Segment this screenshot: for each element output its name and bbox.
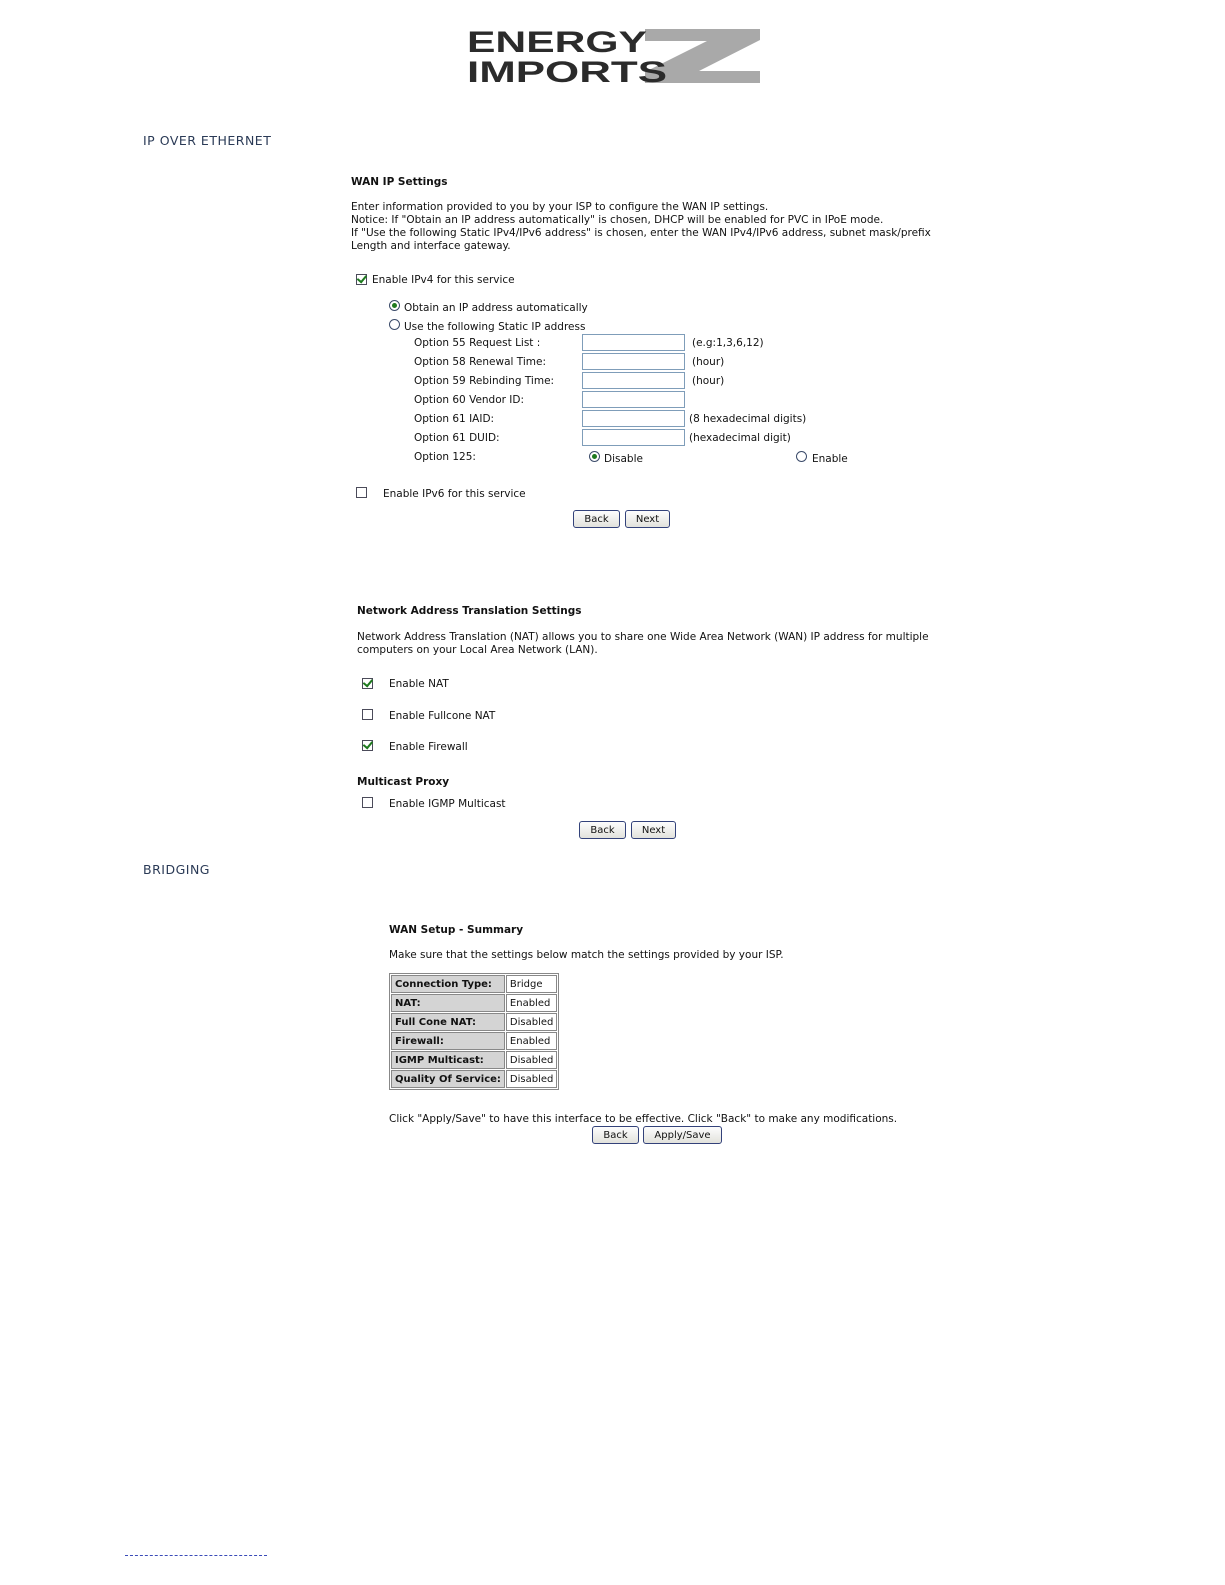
wan-ip-settings-description bbox=[351, 201, 931, 253]
nat-desc-line: computers on your Local Area Network (LAN). bbox=[357, 644, 598, 656]
use-static-ip-label: Use the following Static IP address bbox=[404, 321, 586, 333]
option-125-enable-radio[interactable] bbox=[796, 451, 807, 462]
option-58-label: Option 58 Renewal Time: bbox=[414, 356, 546, 368]
option-59-input[interactable] bbox=[582, 372, 685, 389]
enable-ipv4-label: Enable IPv4 for this service bbox=[372, 274, 515, 286]
wan-summary-footer: Click "Apply/Save" to have this interface to be effective. Click "Back" to make any modifications. bbox=[389, 1113, 898, 1125]
option-125-disable-radio[interactable] bbox=[589, 451, 600, 462]
enable-igmp-multicast-checkbox[interactable] bbox=[362, 797, 373, 808]
option-55-label: Option 55 Request List : bbox=[414, 337, 541, 349]
wan-desc-line: Notice: If "Obtain an IP address automatically" is chosen, DHCP will be enabled for PVC in IPoE mode. bbox=[351, 214, 884, 226]
enable-ipv6-checkbox[interactable] bbox=[356, 487, 367, 498]
option-59-label: Option 59 Rebinding Time: bbox=[414, 375, 555, 387]
summary-key: Quality Of Service: bbox=[391, 1070, 505, 1088]
nat-desc-line: Network Address Translation (NAT) allows you to share one Wide Area Network (WAN) IP address for multiple bbox=[357, 631, 929, 643]
wan-summary-title: WAN Setup - Summary bbox=[389, 924, 524, 936]
option-61-duid-label: Option 61 DUID: bbox=[414, 432, 500, 444]
option-61-duid-hint: (hexadecimal digit) bbox=[689, 432, 791, 444]
option-61-iaid-hint: (8 hexadecimal digits) bbox=[689, 413, 807, 425]
wan-back-button[interactable]: Back bbox=[573, 510, 620, 528]
table-row bbox=[391, 1013, 557, 1031]
summary-value: Disabled bbox=[506, 1051, 557, 1069]
summary-value: Enabled bbox=[506, 994, 557, 1012]
summary-back-button[interactable]: Back bbox=[592, 1126, 639, 1144]
table-row bbox=[391, 1070, 557, 1088]
obtain-ip-auto-radio[interactable] bbox=[389, 300, 400, 311]
summary-key: Firewall: bbox=[391, 1032, 505, 1050]
option-125-label: Option 125: bbox=[414, 451, 476, 463]
option-58-hint: (hour) bbox=[692, 356, 725, 368]
nat-back-button[interactable]: Back bbox=[579, 821, 626, 839]
bridging-heading: BRIDGING bbox=[143, 862, 210, 877]
summary-key: IGMP Multicast: bbox=[391, 1051, 505, 1069]
logo-bottom-word: IMPORTS bbox=[467, 56, 667, 85]
wan-desc-line: If "Use the following Static IPv4/IPv6 address" is chosen, enter the WAN IPv4/IPv6 address, subnet mask/prefix bbox=[351, 227, 931, 239]
table-row bbox=[391, 1032, 557, 1050]
option-60-input[interactable] bbox=[582, 391, 685, 408]
multicast-proxy-title: Multicast Proxy bbox=[357, 776, 450, 788]
option-55-hint: (e.g:1,3,6,12) bbox=[692, 337, 764, 349]
option-59-hint: (hour) bbox=[692, 375, 725, 387]
enable-ipv6-label: Enable IPv6 for this service bbox=[383, 488, 526, 500]
nat-settings-description bbox=[357, 631, 929, 657]
logo-top-word: ENERGY bbox=[467, 27, 647, 59]
option-61-iaid-label: Option 61 IAID: bbox=[414, 413, 495, 425]
enable-ipv4-checkbox[interactable] bbox=[356, 274, 367, 285]
enable-fullcone-nat-label: Enable Fullcone NAT bbox=[389, 710, 496, 722]
wan-next-button[interactable]: Next bbox=[625, 510, 670, 528]
summary-value: Enabled bbox=[506, 1032, 557, 1050]
enable-nat-checkbox[interactable] bbox=[362, 678, 373, 689]
option-125-enable-label: Enable bbox=[812, 453, 848, 465]
nat-next-button[interactable]: Next bbox=[631, 821, 676, 839]
table-row bbox=[391, 1051, 557, 1069]
nat-settings-title: Network Address Translation Settings bbox=[357, 605, 582, 617]
wan-summary-description: Make sure that the settings below match the settings provided by your ISP. bbox=[389, 949, 784, 961]
page-bottom-divider bbox=[125, 1555, 267, 1556]
option-61-iaid-input[interactable] bbox=[582, 410, 685, 427]
enable-firewall-label: Enable Firewall bbox=[389, 741, 468, 753]
summary-value: Disabled bbox=[506, 1070, 557, 1088]
summary-key: Full Cone NAT: bbox=[391, 1013, 505, 1031]
wan-summary-table bbox=[389, 973, 559, 1090]
table-row bbox=[391, 994, 557, 1012]
summary-key: NAT: bbox=[391, 994, 505, 1012]
enable-fullcone-nat-checkbox[interactable] bbox=[362, 709, 373, 720]
apply-save-button[interactable]: Apply/Save bbox=[643, 1126, 722, 1144]
enable-firewall-checkbox[interactable] bbox=[362, 740, 373, 751]
option-55-input[interactable] bbox=[582, 334, 685, 351]
option-58-input[interactable] bbox=[582, 353, 685, 370]
wan-desc-line: Enter information provided to you by your ISP to configure the WAN IP settings. bbox=[351, 201, 769, 213]
option-60-label: Option 60 Vendor ID: bbox=[414, 394, 525, 406]
wan-ip-settings-title: WAN IP Settings bbox=[351, 176, 448, 188]
table-row bbox=[391, 975, 557, 993]
option-125-disable-label: Disable bbox=[604, 453, 643, 465]
use-static-ip-radio[interactable] bbox=[389, 319, 400, 330]
wan-desc-line: Length and interface gateway. bbox=[351, 240, 511, 252]
ip-over-ethernet-heading: IP OVER ETHERNET bbox=[143, 133, 272, 148]
obtain-ip-auto-label: Obtain an IP address automatically bbox=[404, 302, 588, 314]
summary-value: Disabled bbox=[506, 1013, 557, 1031]
enable-igmp-multicast-label: Enable IGMP Multicast bbox=[389, 798, 506, 810]
summary-key: Connection Type: bbox=[391, 975, 505, 993]
enable-nat-label: Enable NAT bbox=[389, 678, 449, 690]
summary-value: Bridge bbox=[506, 975, 557, 993]
energy-imports-nz-logo bbox=[467, 27, 760, 85]
option-61-duid-input[interactable] bbox=[582, 429, 685, 446]
